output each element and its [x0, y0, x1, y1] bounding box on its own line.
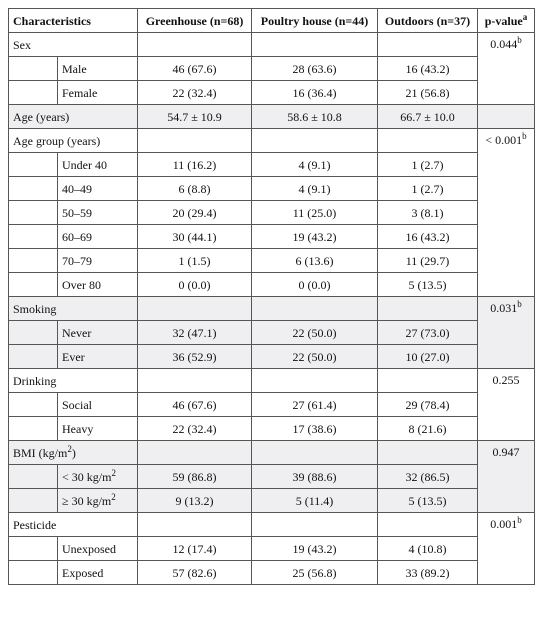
outdoors-value: 1 (2.7) [378, 177, 478, 201]
table-row [9, 345, 535, 369]
section-row-drinking [9, 369, 535, 393]
greenhouse-value: 9 (13.2) [138, 489, 252, 513]
outdoors-value: 5 (13.5) [378, 273, 478, 297]
outdoors-value: 66.7 ± 10.0 [378, 105, 478, 129]
p-value-cell: 0.031$^b$ [478, 297, 535, 369]
greenhouse-value: 54.7 ± 10.9 [138, 105, 252, 129]
row-label: Never [58, 321, 138, 345]
table-row [9, 225, 535, 249]
header-characteristics: Characteristics [9, 9, 138, 33]
table-row [9, 57, 535, 81]
header-outdoors: Outdoors (n=37) [378, 9, 478, 33]
table-row [9, 489, 535, 513]
poultry-value: 27 (61.4) [252, 393, 378, 417]
poultry-value: 16 (36.4) [252, 81, 378, 105]
row-label: < 30 $kg/m^2$ [58, 465, 138, 489]
greenhouse-value: 46 (67.6) [138, 57, 252, 81]
greenhouse-value: 46 (67.6) [138, 393, 252, 417]
row-label: Ever [58, 345, 138, 369]
poultry-value: 28 (63.6) [252, 57, 378, 81]
header-greenhouse: Greenhouse (n=68) [138, 9, 252, 33]
p-value-cell: < 0.001$^b$ [478, 129, 535, 297]
table-row [9, 153, 535, 177]
section-row-smoking [9, 297, 535, 321]
poultry-value: 19 (43.2) [252, 537, 378, 561]
poultry-value: 25 (56.8) [252, 561, 378, 585]
outdoors-value: 3 (8.1) [378, 201, 478, 225]
greenhouse-value: 57 (82.6) [138, 561, 252, 585]
table-row [9, 393, 535, 417]
p-value-cell: 0.255 [478, 369, 535, 441]
section-label: Drinking [9, 369, 138, 393]
table-row [9, 201, 535, 225]
table-row [9, 537, 535, 561]
table-row [9, 321, 535, 345]
row-label: Exposed [58, 561, 138, 585]
poultry-value: 11 (25.0) [252, 201, 378, 225]
p-value-cell: 0.044$^b$ [478, 33, 535, 105]
table-row [9, 561, 535, 585]
p-value-cell: 0.001$^b$ [478, 513, 535, 585]
poultry-value: 5 (11.4) [252, 489, 378, 513]
poultry-value: 22 (50.0) [252, 321, 378, 345]
header-row [9, 9, 535, 33]
section-row-age [9, 105, 535, 129]
outdoors-value: 10 (27.0) [378, 345, 478, 369]
outdoors-value: 4 (10.8) [378, 537, 478, 561]
outdoors-value: 32 (86.5) [378, 465, 478, 489]
table-row [9, 249, 535, 273]
poultry-value: 4 (9.1) [252, 153, 378, 177]
outdoors-value: 27 (73.0) [378, 321, 478, 345]
row-label: Under 40 [58, 153, 138, 177]
greenhouse-value: 32 (47.1) [138, 321, 252, 345]
outdoors-value: 16 (43.2) [378, 57, 478, 81]
row-label: Unexposed [58, 537, 138, 561]
header-p-value: p-value$^a$ [478, 9, 535, 33]
greenhouse-value: 1 (1.5) [138, 249, 252, 273]
outdoors-value: 11 (29.7) [378, 249, 478, 273]
table-row [9, 81, 535, 105]
greenhouse-value: 30 (44.1) [138, 225, 252, 249]
poultry-value: 4 (9.1) [252, 177, 378, 201]
greenhouse-value: 6 (8.8) [138, 177, 252, 201]
row-label: 40–49 [58, 177, 138, 201]
p-value-cell: 0.947 [478, 441, 535, 513]
row-label: ≥ 30 $kg/m^2$ [58, 489, 138, 513]
poultry-value: 19 (43.2) [252, 225, 378, 249]
section-label: Age (years) [9, 105, 138, 129]
row-label: 50–59 [58, 201, 138, 225]
outdoors-value: 29 (78.4) [378, 393, 478, 417]
section-row-sex [9, 33, 535, 57]
table-row [9, 417, 535, 441]
poultry-value: 17 (38.6) [252, 417, 378, 441]
outdoors-value: 21 (56.8) [378, 81, 478, 105]
outdoors-value: 33 (89.2) [378, 561, 478, 585]
greenhouse-value: 0 (0.0) [138, 273, 252, 297]
section-label: Smoking [9, 297, 138, 321]
outdoors-value: 1 (2.7) [378, 153, 478, 177]
section-row-bmi [9, 441, 535, 465]
characteristics-table [8, 8, 535, 585]
greenhouse-value: 12 (17.4) [138, 537, 252, 561]
poultry-value: 6 (13.6) [252, 249, 378, 273]
poultry-value: 58.6 ± 10.8 [252, 105, 378, 129]
row-label: Social [58, 393, 138, 417]
section-label: Age group (years) [9, 129, 138, 153]
outdoors-value: 16 (43.2) [378, 225, 478, 249]
row-label: Over 80 [58, 273, 138, 297]
section-label: Pesticide [9, 513, 138, 537]
greenhouse-value: 20 (29.4) [138, 201, 252, 225]
table-row [9, 273, 535, 297]
greenhouse-value: 11 (16.2) [138, 153, 252, 177]
poultry-value: 39 (88.6) [252, 465, 378, 489]
row-label: Female [58, 81, 138, 105]
greenhouse-value: 22 (32.4) [138, 417, 252, 441]
header-poultry-house: Poultry house (n=44) [252, 9, 378, 33]
poultry-value: 0 (0.0) [252, 273, 378, 297]
greenhouse-value: 59 (86.8) [138, 465, 252, 489]
row-label: 70–79 [58, 249, 138, 273]
section-row-pesticide [9, 513, 535, 537]
greenhouse-value: 22 (32.4) [138, 81, 252, 105]
poultry-value: 22 (50.0) [252, 345, 378, 369]
row-label: Heavy [58, 417, 138, 441]
row-label: 60–69 [58, 225, 138, 249]
outdoors-value: 8 (21.6) [378, 417, 478, 441]
outdoors-value: 5 (13.5) [378, 489, 478, 513]
greenhouse-value: 36 (52.9) [138, 345, 252, 369]
table-row [9, 177, 535, 201]
row-label: Male [58, 57, 138, 81]
section-row-age-group [9, 129, 535, 153]
table-row [9, 465, 535, 489]
section-label: BMI $(kg/m^2)$ [9, 441, 138, 465]
section-label: Sex [9, 33, 138, 57]
